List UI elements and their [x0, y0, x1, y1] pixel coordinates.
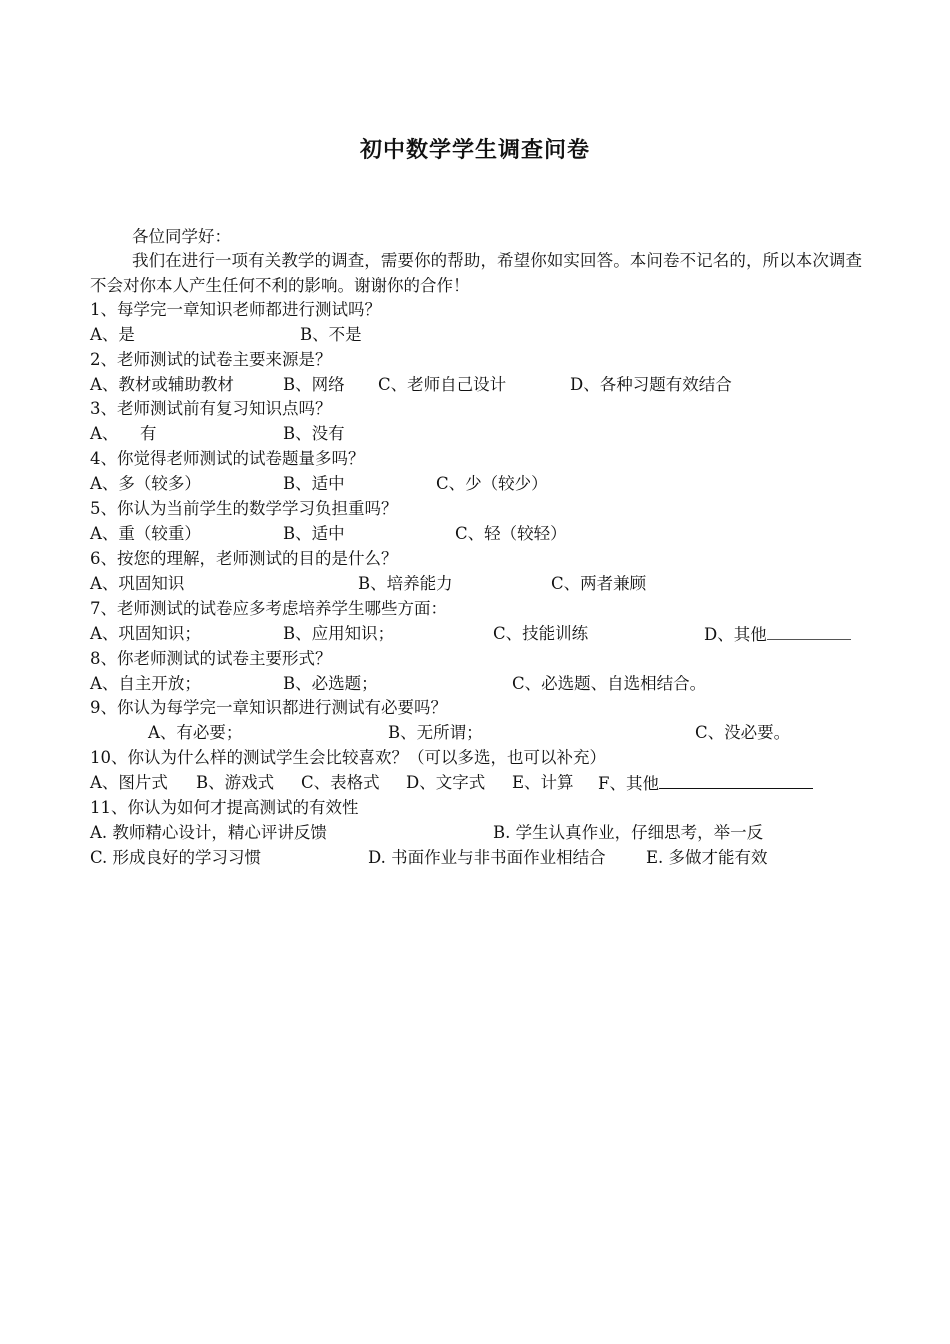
q1-option-a: A、是	[90, 325, 135, 344]
question-8: 8、你老师测试的试卷主要形式？	[90, 649, 332, 668]
q11-option-c: C. 形成良好的学习习惯	[90, 848, 262, 867]
q7-blank-line	[767, 623, 851, 640]
q7-option-a: A、巩固知识；	[90, 624, 201, 643]
greeting: 各位同学好：	[132, 227, 231, 246]
q5-option-c: C、轻（较轻）	[455, 524, 567, 543]
q10-option-f	[598, 772, 813, 795]
q2-option-b: B、网络	[283, 375, 345, 394]
q11-option-a: A. 教师精心设计，精心评讲反馈	[90, 823, 327, 842]
q10-option-d: D、文字式	[406, 773, 486, 792]
q3-option-a-text: 有	[140, 424, 157, 443]
q8-option-a: A、自主开放；	[90, 674, 201, 693]
q8-option-b: B、必选题；	[283, 674, 378, 693]
question-1: 1、每学完一章知识老师都进行测试吗？	[90, 300, 381, 319]
q6-option-c: C、两者兼顾	[551, 574, 647, 593]
q10-option-a: A、图片式	[90, 773, 168, 792]
question-9: 9、你认为每学完一章知识都进行测试有必要吗？	[90, 698, 447, 717]
q9-option-c: C、没必要。	[695, 723, 791, 742]
q1-option-b: B、不是	[300, 325, 362, 344]
q10-option-e: E、计算	[512, 773, 574, 792]
q6-option-b: B、培养能力	[358, 574, 453, 593]
q11-option-b: B. 学生认真作业，仔细思考，举一反	[493, 823, 764, 842]
page-title: 初中数学学生调查问卷	[359, 138, 590, 163]
question-2: 2、老师测试的试卷主要来源是？	[90, 350, 332, 369]
q4-option-b: B、适中	[283, 474, 345, 493]
q8-option-c: C、必选题、自选相结合。	[512, 674, 707, 693]
q7-option-b: B、应用知识；	[283, 624, 395, 643]
q3-option-b: B、没有	[283, 424, 345, 443]
question-7: 7、老师测试的试卷应多考虑培养学生哪些方面：	[90, 599, 447, 618]
question-5: 5、你认为当前学生的数学学习负担重吗？	[90, 499, 398, 518]
q4-option-a: A、多（较多）	[90, 474, 201, 493]
question-3: 3、老师测试前有复习知识点吗？	[90, 399, 332, 418]
q4-option-c: C、少（较少）	[436, 474, 548, 493]
q2-option-a: A、教材或辅助教材	[90, 375, 234, 394]
q5-option-a: A、重（较重）	[90, 524, 201, 543]
q7-option-c: C、技能训练	[493, 624, 589, 643]
question-6: 6、按您的理解，老师测试的目的是什么？	[90, 549, 398, 568]
q7-option-d-label: D、其他	[704, 625, 767, 644]
q9-option-b: B、无所谓；	[388, 723, 483, 742]
question-4: 4、你觉得老师测试的试卷题量多吗？	[90, 449, 365, 468]
q10-option-c: C、表格式	[301, 773, 380, 792]
q5-option-b: B、适中	[283, 524, 345, 543]
q10-blank-line	[659, 772, 813, 789]
question-11: 11、你认为如何才提高测试的有效性	[90, 798, 359, 817]
q10-option-b: B、游戏式	[196, 773, 275, 792]
q3-option-a: A、	[90, 424, 119, 443]
q6-option-a: A、巩固知识	[90, 574, 185, 593]
q7-option-d	[704, 623, 851, 646]
q11-option-d: D. 书面作业与非书面作业相结合	[368, 848, 606, 867]
q2-option-c: C、老师自己设计	[378, 375, 507, 394]
intro-paragraph: 我们在进行一项有关教学的调查，需要你的帮助，希望你如实回答。本问卷不记名的，所以本次调查不会对你本人产生任何不利的影响。谢谢你的合作！	[90, 251, 862, 295]
q11-option-e: E. 多做才能有效	[646, 848, 768, 867]
q10-option-f-label: F、其他	[598, 774, 659, 793]
question-10: 10、你认为什么样的测试学生会比较喜欢？（可以多选，也可以补充）	[90, 748, 606, 767]
q2-option-d: D、各种习题有效结合	[570, 375, 732, 394]
q9-option-a: A、有必要；	[148, 723, 243, 742]
